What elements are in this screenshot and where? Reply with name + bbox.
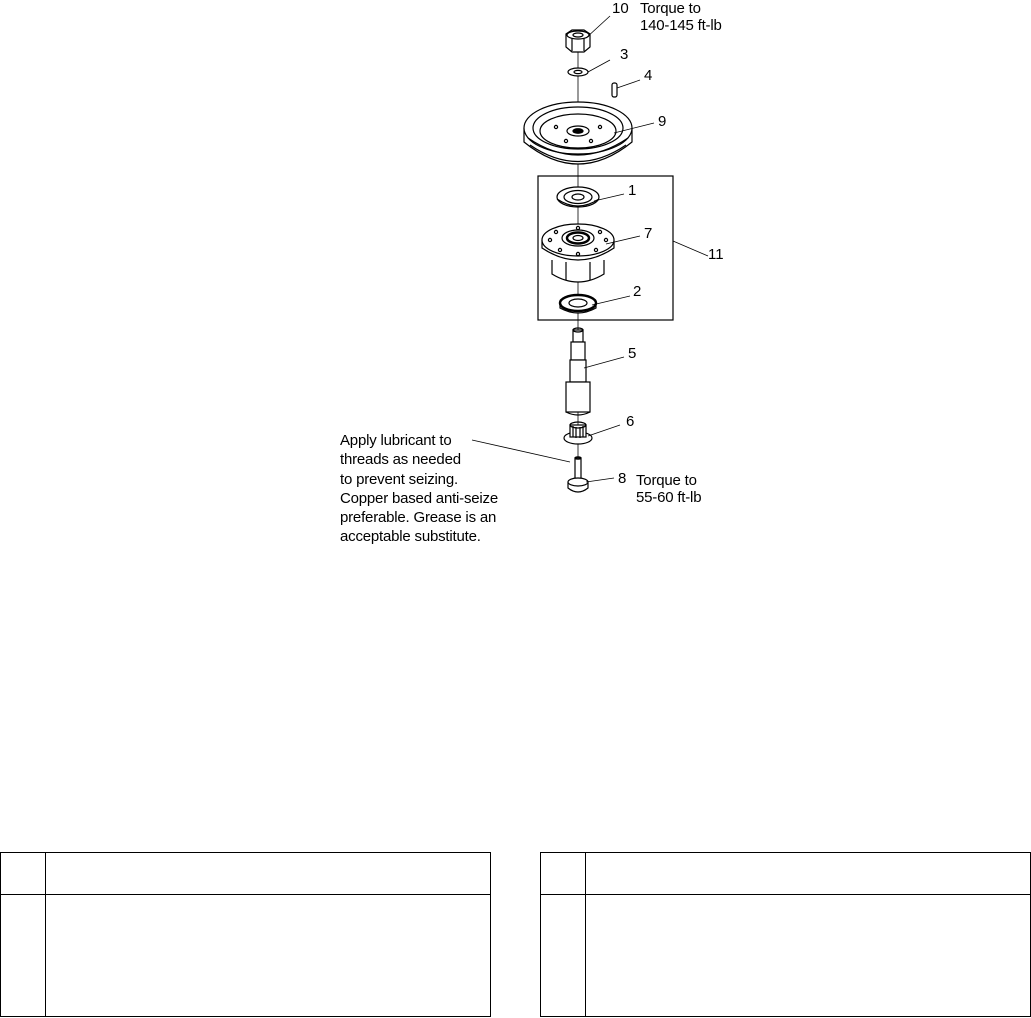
parts-table-right <box>540 852 1031 1017</box>
part-6-collar <box>564 422 592 444</box>
callout-9: 9 <box>658 113 667 130</box>
table-cell <box>586 853 1031 895</box>
part-4-key <box>612 83 617 97</box>
table-cell <box>541 895 586 1017</box>
table-cell <box>541 853 586 895</box>
callout-4: 4 <box>644 67 653 84</box>
callout-6: 6 <box>626 413 635 430</box>
part-9-pulley <box>524 102 632 164</box>
callout-3: 3 <box>620 46 629 63</box>
callout-8: 8 <box>618 470 627 487</box>
parts-table-left <box>0 852 491 1017</box>
callout-10: 10 <box>612 0 629 17</box>
part-5-shaft <box>566 328 590 415</box>
lubricant-note: Apply lubricant to threads as needed to prevent seizing. Copper based anti-seize preferable. Grease is an acceptable substitute. <box>340 432 498 546</box>
part-3-washer <box>568 68 588 76</box>
table-cell <box>46 853 491 895</box>
part-8-bolt <box>568 457 588 492</box>
torque-note-top: Torque to 140-145 ft-lb <box>640 0 722 34</box>
callout-2: 2 <box>633 283 642 300</box>
table-cell <box>1 895 46 1017</box>
callout-11: 11 <box>708 246 724 263</box>
part-7-spindle-housing <box>542 224 614 282</box>
callout-7: 7 <box>644 225 653 242</box>
table-cell <box>46 895 491 1017</box>
callout-1: 1 <box>628 182 637 199</box>
torque-note-bottom: Torque to 55-60 ft-lb <box>636 472 702 506</box>
part-10-nut <box>566 30 590 52</box>
part-1-seal <box>557 187 599 207</box>
callout-5: 5 <box>628 345 637 362</box>
table-cell <box>1 853 46 895</box>
table-cell <box>586 895 1031 1017</box>
part-2-bearing <box>560 295 596 313</box>
